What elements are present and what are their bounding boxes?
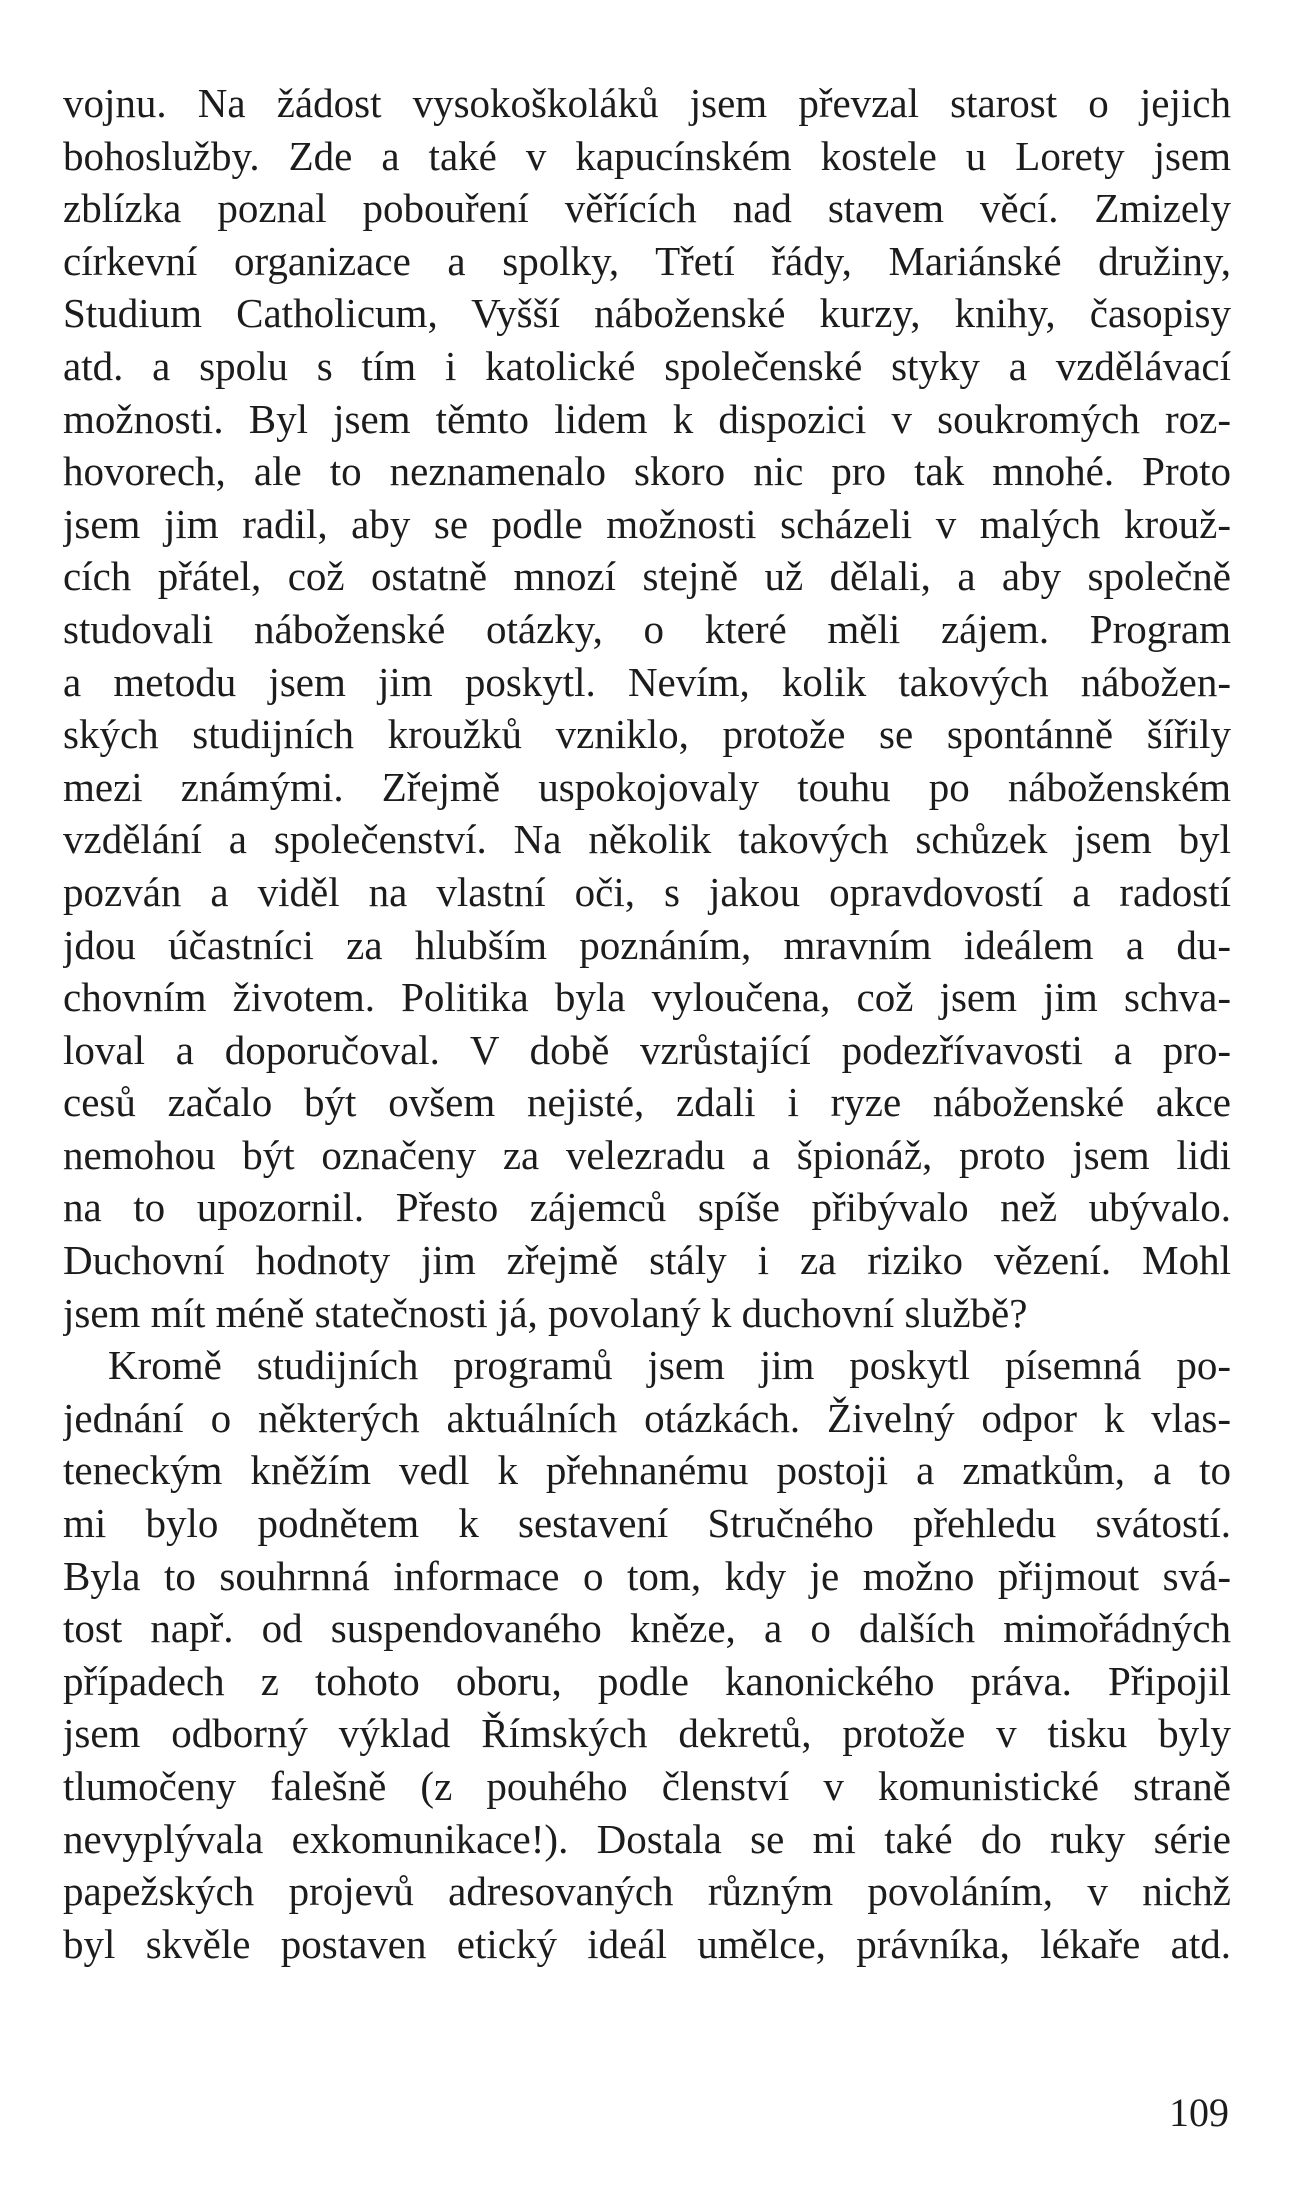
text-line: případech z tohoto oboru, podle kanonického práva. Připojil (63, 1657, 1231, 1704)
text-line: jsem odborný výklad Římských dekretů, protože v tisku byly (63, 1710, 1231, 1757)
text-line: byl skvěle postaven etický ideál umělce, právníka, lékaře atd. (63, 1920, 1231, 1967)
text-line: mezi známými. Zřejmě uspokojovaly touhu po náboženském (63, 763, 1231, 810)
text-line: jsem mít méně statečnosti já, povolaný k duchovní službě? (63, 1289, 1028, 1336)
text-line: a metodu jsem jim poskytl. Nevím, kolik takových nábožen- (63, 658, 1231, 705)
text-line: Duchovní hodnoty jim zřejmě stály i za riziko vězení. Mohl (63, 1237, 1231, 1284)
text-line: papežských projevů adresovaných různým povoláním, v nichž (63, 1868, 1231, 1915)
text-line: tost např. od suspendovaného kněze, a o dalších mimořádných (63, 1605, 1231, 1652)
text-line: na to upozornil. Přesto zájemců spíše přibývalo než ubývalo. (63, 1184, 1231, 1231)
text-line: atd. a spolu s tím i katolické společenské styky a vzdělávací (63, 342, 1231, 389)
text-line: Byla to souhrnná informace o tom, kdy je možno přijmout svá- (63, 1552, 1231, 1599)
text-line: cích přátel, což ostatně mnozí stejně už dělali, a aby společně (63, 553, 1231, 600)
text-line: ských studijních kroužků vzniklo, protože se spontánně šířily (63, 711, 1231, 758)
text-line: Studium Catholicum, Vyšší náboženské kurzy, knihy, časopisy (63, 290, 1231, 337)
text-line: vojnu. Na žádost vysokoškoláků jsem převzal starost o jejich (63, 80, 1231, 126)
text-line: jsem jim radil, aby se podle možnosti scházeli v malých krouž- (63, 500, 1231, 547)
text-line: pozván a viděl na vlastní oči, s jakou opravdovostí a radostí (63, 868, 1231, 915)
paragraph-1 (63, 77, 1231, 1339)
text-line: tlumočeny falešně (z pouhého členství v komunistické straně (63, 1763, 1231, 1809)
paragraph-2 (63, 1339, 1231, 1970)
text-line: hovorech, ale to neznamenalo skoro nic pro tak mnohé. Proto (63, 448, 1231, 495)
text-line: vzdělání a společenství. Na několik takových schůzek jsem byl (63, 816, 1231, 863)
text-line: jednání o některých aktuálních otázkách. Živelný odpor k vlas- (63, 1394, 1231, 1441)
text-line: zblízka poznal pobouření věřících nad stavem věcí. Zmizely (63, 185, 1231, 232)
text-line: teneckým kněžím vedl k přehnanému postoji a zmatkům, a to (63, 1447, 1231, 1494)
body-text (63, 77, 1231, 1970)
text-line: cesů začalo být ovšem nejisté, zdali i ryze náboženské akce (63, 1079, 1231, 1126)
text-line: možnosti. Byl jsem těmto lidem k dispozici v soukromých roz- (63, 395, 1231, 442)
text-line: studovali náboženské otázky, o které měli zájem. Program (63, 605, 1231, 652)
text-line: nemohou být označeny za velezradu a špionáž, proto jsem lidi (63, 1131, 1231, 1178)
text-line: Kromě studijních programů jsem jim poskytl písemná po- (108, 1342, 1231, 1389)
text-line: bohoslužby. Zde a také v kapucínském kostele u Lorety jsem (63, 132, 1231, 179)
text-line: nevyplývala exkomunikace!). Dostala se mi také do ruky série (63, 1815, 1231, 1862)
text-line: jdou účastníci za hlubším poznáním, mravním ideálem a du- (63, 921, 1231, 968)
text-line: chovním životem. Politika byla vyloučena, což jsem jim schva- (63, 974, 1231, 1021)
text-line: mi bylo podnětem k sestavení Stručného přehledu svátostí. (63, 1500, 1231, 1547)
text-line: loval a doporučoval. V době vzrůstající podezřívavosti a pro- (63, 1026, 1231, 1073)
page-number: 109 (1169, 2090, 1229, 2135)
text-line: církevní organizace a spolky, Třetí řády, Mariánské družiny, (63, 237, 1231, 284)
